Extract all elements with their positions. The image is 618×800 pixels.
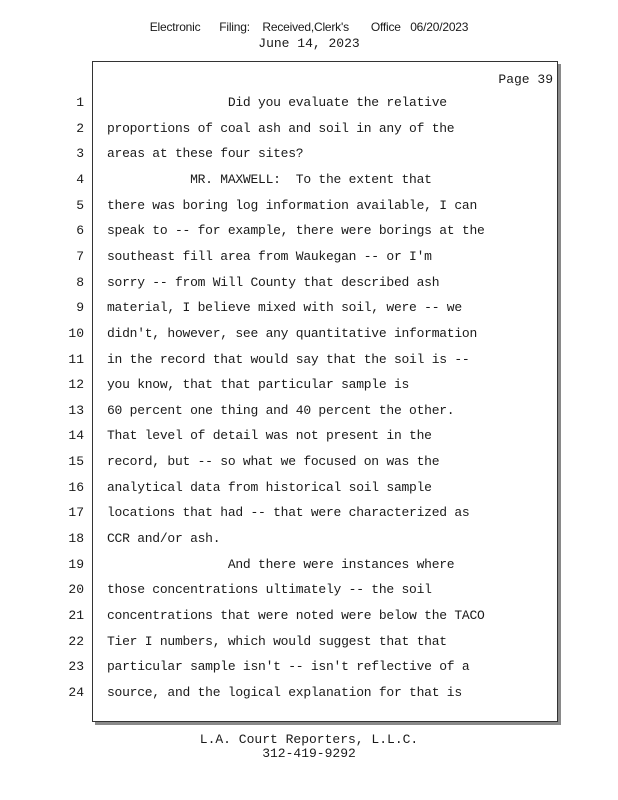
line-number: 22	[68, 634, 84, 649]
line-text: in the record that would say that the soil is --	[107, 352, 470, 367]
line-text: Did you evaluate the relative	[107, 95, 447, 110]
line-text: areas at these four sites?	[107, 146, 304, 161]
line-number: 16	[68, 480, 84, 495]
line-text: material, I believe mixed with soil, were -- we	[107, 300, 462, 315]
line-text: MR. MAXWELL: To the extent that	[107, 172, 432, 187]
line-number: 3	[76, 146, 84, 161]
line-text: locations that had -- that were characterized as	[107, 505, 470, 520]
filing-stamp	[0, 20, 618, 34]
line-number: 9	[76, 300, 84, 315]
line-text: And there were instances where	[107, 557, 455, 572]
line-text: analytical data from historical soil sample	[107, 480, 432, 495]
filing-label: Filing:	[219, 20, 250, 34]
line-number: 7	[76, 249, 84, 264]
line-number: 24	[68, 685, 84, 700]
line-text: record, but -- so what we focused on was the	[107, 454, 440, 469]
line-number: 4	[76, 172, 84, 187]
line-number: 14	[68, 428, 84, 443]
line-text: didn't, however, see any quantitative information	[107, 326, 478, 341]
line-text: particular sample isn't -- isn't reflective of a	[107, 659, 470, 674]
footer-company: L.A. Court Reporters, L.L.C.	[199, 732, 419, 747]
line-number: 21	[68, 608, 84, 623]
line-number: 2	[76, 121, 84, 136]
line-number: 15	[68, 454, 84, 469]
line-text: 60 percent one thing and 40 percent the other.	[107, 403, 455, 418]
line-text: That level of detail was not present in the	[107, 428, 432, 443]
line-text: CCR and/or ash.	[107, 531, 221, 546]
line-number: 8	[76, 275, 84, 290]
footer-phone: 312-419-9292	[262, 746, 356, 761]
line-number: 1	[76, 95, 84, 110]
filing-electronic: Electronic	[149, 20, 201, 34]
filing-office: Office	[370, 20, 401, 34]
filing-date: 06/20/2023	[410, 20, 469, 34]
line-number: 6	[76, 223, 84, 238]
page-number: Page 39	[498, 72, 553, 87]
line-text: there was boring log information available, I can	[107, 198, 478, 213]
line-text: source, and the logical explanation for that is	[107, 685, 462, 700]
line-text: concentrations that were noted were below the TACO	[107, 608, 485, 623]
line-number: 11	[68, 352, 84, 367]
line-number: 20	[68, 582, 84, 597]
line-number: 17	[68, 505, 84, 520]
line-text: southeast fill area from Waukegan -- or I'm	[107, 249, 432, 264]
line-number: 19	[68, 557, 84, 572]
transcript-date: June 14, 2023	[258, 36, 360, 51]
line-number: 23	[68, 659, 84, 674]
line-text: those concentrations ultimately -- the soil	[107, 582, 432, 597]
line-text: speak to -- for example, there were borings at the	[107, 223, 485, 238]
line-number: 13	[68, 403, 84, 418]
line-text: proportions of coal ash and soil in any of the	[107, 121, 455, 136]
line-number: 10	[68, 326, 84, 341]
filing-received: Received,Clerk's	[262, 20, 349, 34]
line-text: Tier I numbers, which would suggest that that	[107, 634, 447, 649]
line-number: 5	[76, 198, 84, 213]
line-number: 12	[68, 377, 84, 392]
line-text: you know, that that particular sample is	[107, 377, 410, 392]
line-text: sorry -- from Will County that described ash	[107, 275, 440, 290]
line-number: 18	[68, 531, 84, 546]
